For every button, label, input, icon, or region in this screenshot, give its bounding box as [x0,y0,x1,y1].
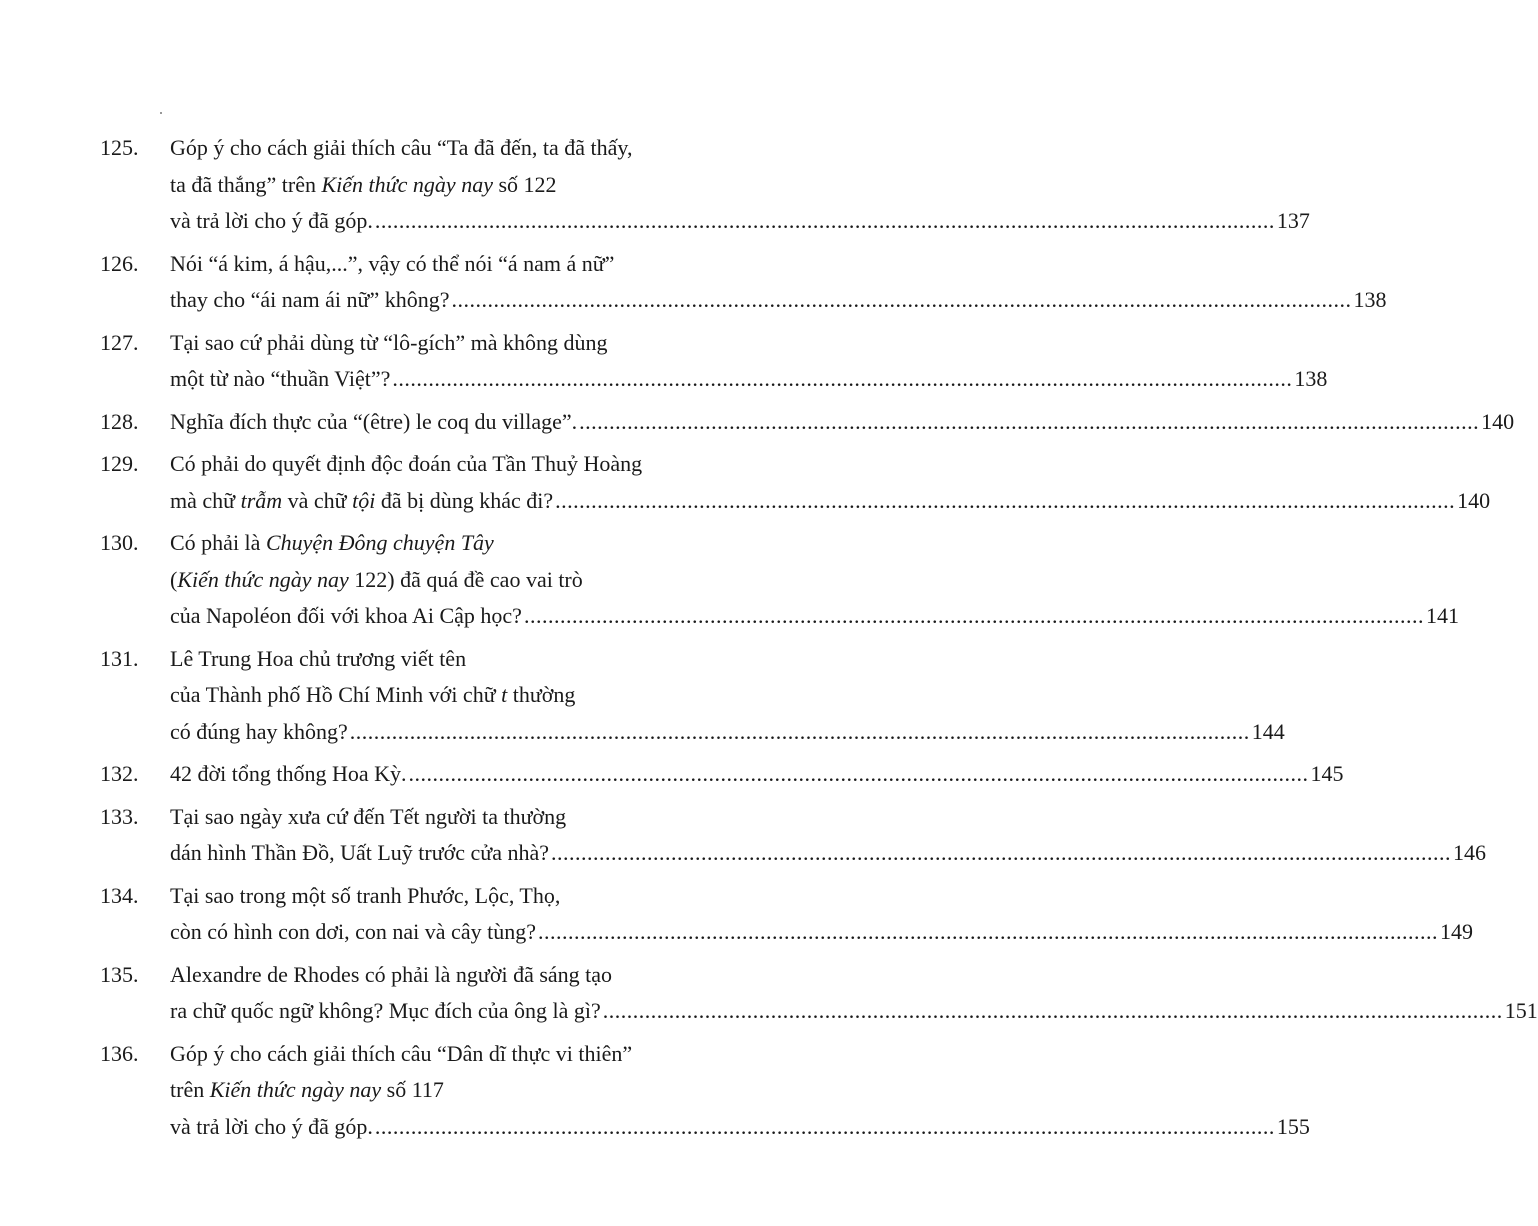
title-segment: Có phải do quyết định độc đoán của Tần Thuỷ Hoàng [170,451,643,476]
entry-title [170,130,1310,240]
title-segment: dán hình Thần Đồ, Uất Luỹ trước cửa nhà? [170,840,550,865]
entry-title-text [170,993,601,1030]
toc-entry[interactable] [100,957,1538,1030]
entry-title-line [170,282,1387,319]
toc-entry[interactable] [100,756,1344,793]
page-number: 146 [1453,840,1487,865]
title-segment: ra chữ quốc ngữ không? Mục đích của ông là gì? [170,998,601,1023]
entry-title-text [170,282,450,319]
dot-leader [538,914,1438,951]
page-number: 138 [1294,366,1328,391]
title-segment: ( [170,566,178,592]
page-number: 155 [1276,1113,1310,1139]
entry-title-line [170,562,1459,599]
entry-title-line [170,1072,1310,1109]
toc-entry[interactable] [100,878,1473,951]
page-number: 145 [1310,761,1344,786]
title-segment: Tại sao trong một số tranh Phước, Lộc, Thọ, [170,882,561,908]
italic-title-segment: tội [352,487,376,513]
title-segment: và trả lời cho ý đã góp. [170,1113,373,1139]
dot-leader [551,835,1451,872]
italic-title-segment: t [501,682,508,707]
title-segment: Lê Trung Hoa chủ trương viết tên [170,645,467,671]
entry-title-line [170,914,1473,951]
entry-title [170,525,1459,635]
entry-title-text [170,404,577,441]
entry-title-text [170,483,553,520]
entry-number: 133. [100,803,139,829]
entry-number: 131. [100,645,139,671]
entry-number: 128. [100,408,139,434]
title-segment: Tại sao ngày xưa cứ đến Tết người ta thường [170,803,567,829]
entry-title-line [170,714,1285,751]
entry-title-text [170,756,407,793]
entry-number: 130. [100,530,139,555]
toc-entry[interactable] [100,641,1285,751]
italic-title-segment: Kiến thức ngày nay [177,566,349,592]
dot-leader [524,598,1424,635]
title-segment: của Thành phố Hồ Chí Minh với chữ [170,682,502,707]
entry-title-text [170,714,348,751]
italic-title-segment: Kiến thức ngày nay [321,171,493,197]
dot-leader [392,361,1292,398]
title-segment: và trả lời cho ý đã góp. [170,208,373,233]
entry-title-line [170,361,1327,398]
entry-title-line [170,756,1344,793]
toc-entry[interactable] [100,525,1459,635]
page-number: 151 [1504,998,1538,1023]
toc-entry[interactable] [100,799,1487,872]
entry-title-line [170,677,1285,714]
entry-title-text [170,361,390,398]
entry-title-line [170,404,1514,441]
entry-title-line [170,641,1285,678]
toc-entry[interactable] [100,404,1515,441]
title-segment: Nói “á kim, á hậu,...”, vậy có thể nói “á nam á nữ” [170,250,615,276]
entry-title [170,446,1490,519]
title-segment: Có phải là [170,530,266,555]
toc-entry[interactable] [100,1036,1310,1146]
entry-title-line [170,325,1327,362]
dot-leader [375,1109,1275,1146]
entry-title [170,756,1344,793]
toc-entry[interactable] [100,130,1310,240]
toc-entry[interactable] [100,446,1491,519]
entry-title-text [170,598,522,635]
dot-leader [350,714,1250,751]
entry-number: 125. [100,135,139,160]
entry-number: 134. [100,882,139,908]
page-number: 138 [1353,287,1387,312]
table-of-contents [100,130,1538,1151]
entry-title [170,957,1538,1030]
entry-title-line [170,167,1310,204]
entry-title-text [170,914,536,951]
entry-title [170,404,1514,441]
entry-title [170,246,1387,319]
page-number: 141 [1425,603,1459,628]
entry-title [170,1036,1310,1146]
italic-title-segment: Chuyện Đông chuyện Tây [265,530,494,555]
entry-title-text [170,835,549,872]
entry-title [170,799,1486,872]
toc-entry[interactable] [100,325,1328,398]
entry-title-line [170,130,1310,167]
dot-leader [452,282,1352,319]
title-segment: Alexandre de Rhodes có phải là người đã sáng tạo [170,961,613,987]
entry-title-line [170,246,1387,283]
page-number: 149 [1439,919,1473,944]
title-segment: của Napoléon đối với khoa Ai Cập học? [170,603,522,628]
dot-leader [409,756,1309,793]
entry-title-text [170,1109,373,1146]
entry-number: 136. [100,1040,139,1066]
dot-leader [375,203,1275,240]
toc-entry[interactable] [100,246,1387,319]
title-segment: và chữ [282,487,353,513]
entry-number: 129. [100,451,139,476]
page-number: 140 [1457,487,1491,513]
entry-title-line [170,799,1486,836]
entry-title-line [170,525,1459,562]
entry-number: 127. [100,329,139,355]
entry-title-line [170,203,1310,240]
title-segment: số 122 [492,171,557,197]
title-segment: Nghĩa đích thực của “(être) le coq du village”. [170,408,578,434]
entry-title [170,641,1285,751]
entry-number: 135. [100,961,139,987]
entry-title-line [170,446,1490,483]
entry-title-line [170,835,1486,872]
title-segment: Góp ý cho cách giải thích câu “Ta đã đến, ta đã thấy, [170,135,633,160]
entry-number: 132. [100,761,139,786]
entry-title-line [170,993,1538,1030]
paper-speck [160,112,162,114]
title-segment: một từ nào “thuần Việt”? [170,366,391,391]
entry-title [170,878,1473,951]
dot-leader [579,404,1479,441]
entry-title-line [170,957,1538,994]
dot-leader [555,483,1455,520]
entry-title-line [170,878,1473,915]
title-segment: Tại sao cứ phải dùng từ “lô-gích” mà không dùng [170,329,608,355]
entry-title-text [170,203,373,240]
title-segment: có đúng hay không? [170,718,348,744]
title-segment: mà chữ [170,487,241,513]
title-segment: 122) đã quá đề cao vai trò [348,566,583,592]
italic-title-segment: trẫm [240,487,283,513]
page-number: 140 [1481,408,1515,434]
title-segment: đã bị dùng khác đi? [375,487,554,513]
entry-title-line [170,598,1459,635]
entry-title-line [170,1036,1310,1073]
page-number: 144 [1251,718,1285,744]
title-segment: số 117 [381,1077,444,1102]
dot-leader [603,993,1503,1030]
title-segment: Góp ý cho cách giải thích câu “Dân dĩ thực vi thiên” [170,1040,633,1066]
title-segment: trên [170,1077,210,1102]
title-segment: còn có hình con dơi, con nai và cây tùng? [170,919,536,944]
entry-title [170,325,1327,398]
title-segment: ta đã thắng” trên [170,171,322,197]
entry-number: 126. [100,250,139,276]
entry-title-line [170,483,1490,520]
italic-title-segment: Kiến thức ngày nay [209,1077,382,1102]
title-segment: thay cho “ái nam ái nữ” không? [170,287,450,312]
title-segment: thường [507,682,576,707]
entry-title-line [170,1109,1310,1146]
title-segment: 42 đời tổng thống Hoa Kỳ. [170,761,407,786]
page-number: 137 [1276,208,1310,233]
